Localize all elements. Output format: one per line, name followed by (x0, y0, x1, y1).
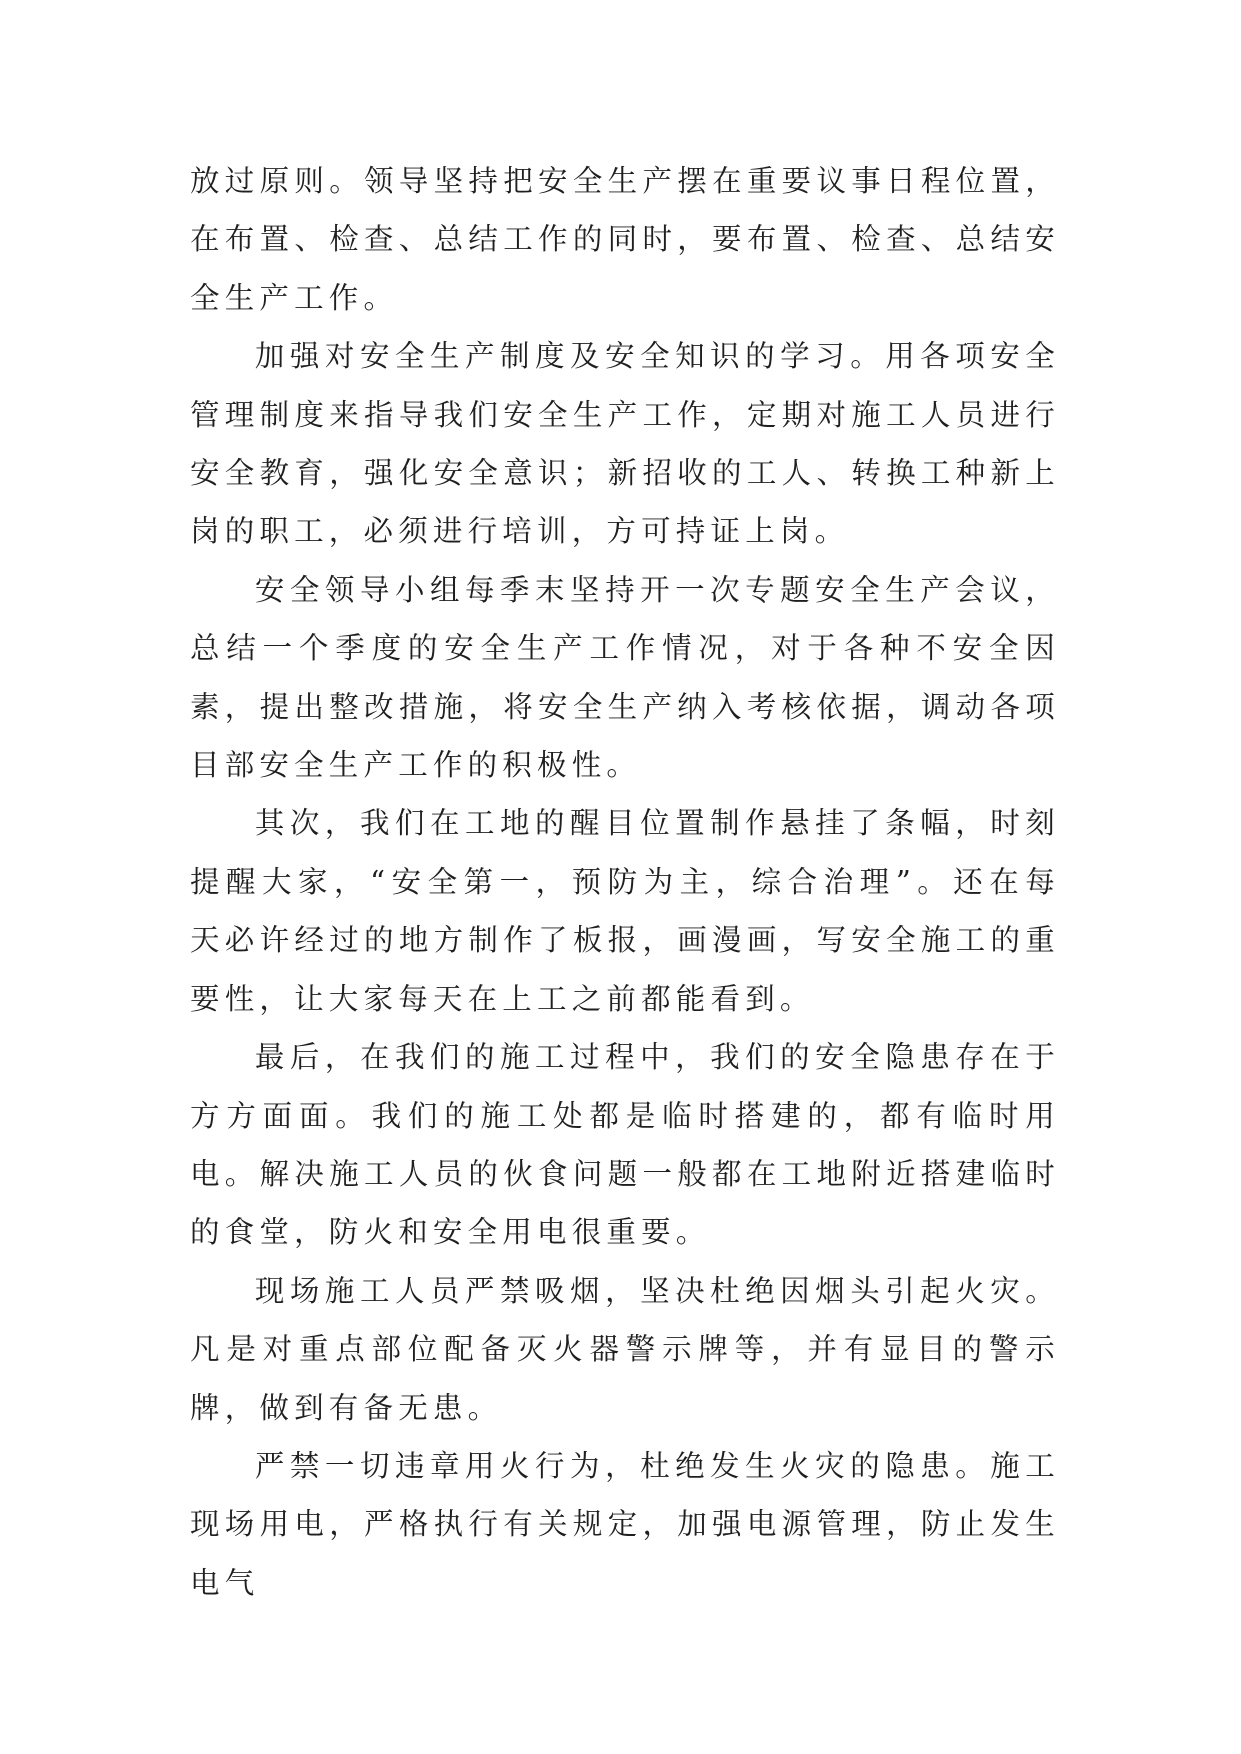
paragraph: 加强对安全生产制度及安全知识的学习。用各项安全管理制度来指导我们安全生产工作，定期对施工人员进行安全教育，强化安全意识；新招收的工人、转换工种新上岗的职工，必须进行培训，方可持证上岗。 (190, 339, 1060, 549)
paragraph: 安全领导小组每季末坚持开一次专题安全生产会议，总结一个季度的安全生产工作情况，对于各种不安全因素，提出整改措施，将安全生产纳入考核依据，调动各项目部安全生产工作的积极性。 (190, 572, 1060, 783)
document-body (190, 152, 1060, 1612)
paragraph: 最后，在我们的施工过程中，我们的安全隐患存在于方方面面。我们的施工处都是临时搭建的，都有临时用电。解决施工人员的伙食问题一般都在工地附近搭建临时的食堂，防火和安全用电很重要。 (190, 1040, 1060, 1250)
paragraph: 现场施工人员严禁吸烟，坚决杜绝因烟头引起火灾。凡是对重点部位配备灭火器警示牌等，并有显目的警示牌，做到有备无患。 (190, 1273, 1060, 1425)
paragraph-continuation: 放过原则。领导坚持把安全生产摆在重要议事日程位置，在布置、检查、总结工作的同时，要布置、检查、总结安全生产工作。 (190, 164, 1060, 315)
paragraph: 严禁一切违章用火行为，杜绝发生火灾的隐患。施工现场用电，严格执行有关规定，加强电源管理，防止发生电气 (190, 1448, 1060, 1600)
paragraph: 其次，我们在工地的醒目位置制作悬挂了条幅，时刻提醒大家，“安全第一，预防为主，综合治理”。还在每天必许经过的地方制作了板报，画漫画，写安全施工的重要性，让大家每天在上工之前都能看到。 (190, 806, 1060, 1016)
